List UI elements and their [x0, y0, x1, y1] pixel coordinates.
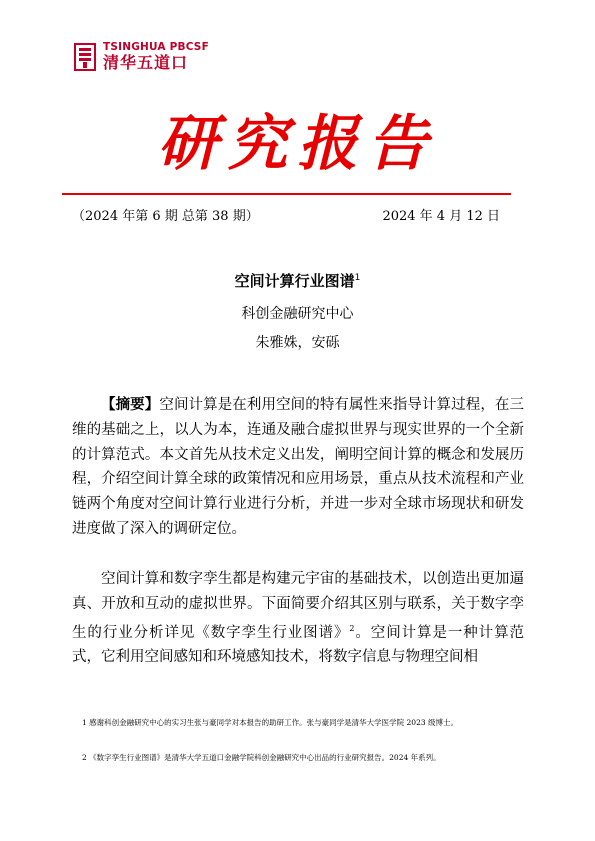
- header-divider: [62, 193, 511, 195]
- report-date: 2024 年 4 月 12 日: [382, 209, 500, 224]
- footnote-ref-1: 1: [354, 273, 361, 283]
- body-paragraph: [72, 567, 524, 670]
- abstract-text: 空间计算是在利用空间的特有属性来指导计算过程，在三维的基础之上，以人为本，连通及融合虚拟世界与现实世界的一个全新的计算范式。本文首先从技术定义出发，阐明空间计算的概念和发展历程，介绍空间计算全球的政策情况和应用场景，重点从技术流程和产业链两个角度对空间计算行业进行分析，并进一步对全球市场现状和研发进度做了深入的调研定位。: [72, 397, 524, 537]
- body-text-part2: 。空间计算是一种计算范式，它利用空间感知和环境感知技术，将数字信息与物理空间相: [72, 624, 524, 666]
- pbcsf-logo-icon: [72, 41, 98, 73]
- report-title: 研究报告: [157, 109, 438, 179]
- footnote-ref-2: 2: [349, 623, 355, 633]
- authors: 朱雅姝，安砾: [255, 335, 340, 351]
- logo-english-text: TSINGHUA PBCSF: [103, 41, 209, 53]
- body-text-part1: 空间计算和数字孪生都是构建元宇宙的基础技术，以创造出更加逼真、开放和互动的虚拟世界。下面简要介绍其区别与联系，关于数字孪生的行业分析详见《数字孪生行业图谱》: [72, 571, 524, 641]
- document-title-text: 空间计算行业图谱: [234, 272, 355, 290]
- document-title: [0, 270, 595, 291]
- organization: 科创金融研究中心: [241, 306, 354, 322]
- footnote-2: 2 《数字孪生行业图谱》是清华大学五道口金融学院科创金融研究中心出品的行业研究报告。2024 年系列。: [82, 753, 441, 762]
- abstract-label: 【摘要】: [101, 396, 160, 413]
- logo: [72, 40, 209, 74]
- logo-chinese-text: 清华五道口: [103, 53, 189, 72]
- issue-number: （2024 年第 6 期 总第 38 期）: [72, 209, 259, 224]
- footnote-1: 1 感谢科创金融研究中心的实习生张与豪同学对本报告的助研工作。张与豪同学是清华大学医学院 2023 级博士。: [82, 718, 459, 727]
- abstract-paragraph: [72, 393, 524, 542]
